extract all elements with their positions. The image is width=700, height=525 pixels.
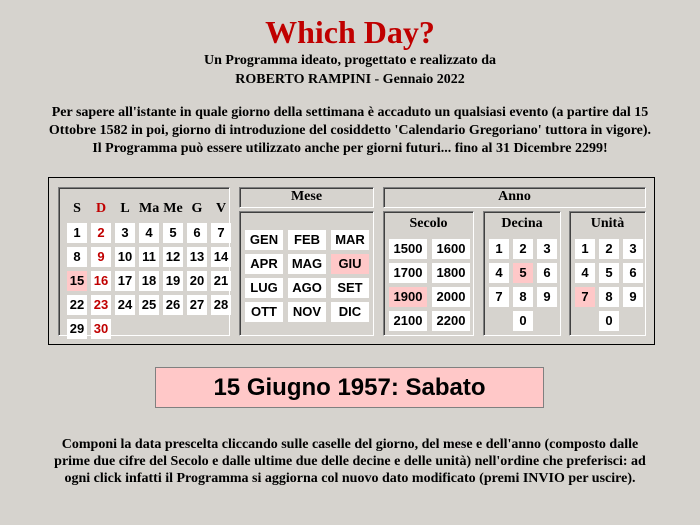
century-cell[interactable]: 1800 xyxy=(432,263,470,283)
day-cell[interactable]: 3 xyxy=(115,223,135,243)
day-cell[interactable]: 14 xyxy=(211,247,231,267)
day-cell[interactable]: 8 xyxy=(67,247,87,267)
unit-cell[interactable]: 5 xyxy=(599,263,619,283)
day-cell[interactable]: 13 xyxy=(187,247,207,267)
app-title: Which Day? xyxy=(265,14,435,50)
day-cell[interactable]: 15 xyxy=(67,271,87,291)
day-cell[interactable]: 23 xyxy=(91,295,111,315)
day-cell[interactable]: 2 xyxy=(91,223,111,243)
result-display: 15 Giugno 1957: Sabato xyxy=(155,367,544,408)
day-cell[interactable]: 30 xyxy=(91,319,111,339)
century-label: Secolo xyxy=(409,216,448,231)
day-cell[interactable]: 21 xyxy=(211,271,231,291)
century-cell[interactable]: 2200 xyxy=(432,311,470,331)
day-cell[interactable]: 28 xyxy=(211,295,231,315)
day-cell[interactable]: 10 xyxy=(115,247,135,267)
century-cell[interactable]: 2100 xyxy=(389,311,427,331)
day-cell[interactable]: 7 xyxy=(211,223,231,243)
weekday-header: V xyxy=(215,201,227,216)
subtitle-credit: Un Programma ideato, progettato e realizzato da xyxy=(204,53,496,68)
month-cell[interactable]: OTT xyxy=(245,302,283,322)
unit-cell[interactable]: 8 xyxy=(599,287,619,307)
day-cell[interactable]: 17 xyxy=(115,271,135,291)
decade-cell[interactable]: 6 xyxy=(537,263,557,283)
unit-cell[interactable]: 7 xyxy=(575,287,595,307)
intro-line-3: Il Programma può essere utilizzato anche per giorni futuri... fino al 31 Dicembre 2299! xyxy=(92,141,608,156)
decade-cell[interactable]: 4 xyxy=(489,263,509,283)
century-cell[interactable]: 2000 xyxy=(432,287,470,307)
unit-cell[interactable]: 2 xyxy=(599,239,619,259)
instructions-line-1: Componi la data prescelta cliccando sulle caselle del giorno, del mese e dell'anno (composto dalle xyxy=(61,437,639,452)
unit-cell[interactable]: 6 xyxy=(623,263,643,283)
intro-line-2: Ottobre 1582 in poi, giorno di introduzione del cosiddetto 'Calendario Gregoriano' tuttora in vigore). xyxy=(48,123,652,138)
decade-cell[interactable]: 8 xyxy=(513,287,533,307)
month-cell[interactable]: MAG xyxy=(288,254,326,274)
day-cell[interactable]: 25 xyxy=(139,295,159,315)
unit-cell[interactable]: 9 xyxy=(623,287,643,307)
month-cell[interactable]: APR xyxy=(245,254,283,274)
intro-line-1: Per sapere all'istante in quale giorno della settimana è accaduto un qualsiasi evento (a partire dal 15 xyxy=(51,105,649,120)
century-cell[interactable]: 1900 xyxy=(389,287,427,307)
unit-cell[interactable]: 1 xyxy=(575,239,595,259)
month-cell[interactable]: NOV xyxy=(288,302,326,322)
weekday-header: L xyxy=(120,201,130,216)
unit-cell[interactable]: 0 xyxy=(599,311,619,331)
year-header-label: Anno xyxy=(498,189,531,204)
month-header-label: Mese xyxy=(290,189,323,204)
year-header xyxy=(383,187,646,208)
decade-cell[interactable]: 9 xyxy=(537,287,557,307)
day-cell[interactable]: 27 xyxy=(187,295,207,315)
century-cell[interactable]: 1500 xyxy=(389,239,427,259)
day-cell[interactable]: 11 xyxy=(139,247,159,267)
date-picker-frame xyxy=(48,177,655,345)
month-header xyxy=(239,187,374,208)
subtitle-author: ROBERTO RAMPINI - Gennaio 2022 xyxy=(235,72,465,87)
unit-cell[interactable]: 4 xyxy=(575,263,595,283)
day-cell[interactable]: 12 xyxy=(163,247,183,267)
unit-cell[interactable]: 3 xyxy=(623,239,643,259)
month-cell[interactable]: FEB xyxy=(288,230,326,250)
day-cell[interactable]: 22 xyxy=(67,295,87,315)
weekday-header: Me xyxy=(163,201,183,216)
unit-label: Unità xyxy=(590,216,625,231)
decade-cell[interactable]: 2 xyxy=(513,239,533,259)
intro-text xyxy=(30,104,670,158)
century-panel xyxy=(383,211,474,336)
day-cell[interactable]: 19 xyxy=(163,271,183,291)
days-panel xyxy=(58,187,230,336)
day-cell[interactable]: 16 xyxy=(91,271,111,291)
day-cell[interactable]: 24 xyxy=(115,295,135,315)
weekday-header: D xyxy=(95,201,107,216)
century-cell[interactable]: 1600 xyxy=(432,239,470,259)
decade-cell[interactable]: 5 xyxy=(513,263,533,283)
month-cell[interactable]: AGO xyxy=(288,278,326,298)
unit-panel xyxy=(569,211,646,336)
weekday-header: G xyxy=(191,201,203,216)
instructions-line-3: ogni click infatti il Programma si aggiorna col nuovo dato modificato (premi INVIO per uscire). xyxy=(64,471,636,486)
weekday-header: S xyxy=(73,201,81,216)
weekday-header: Ma xyxy=(139,201,160,216)
decade-cell[interactable]: 1 xyxy=(489,239,509,259)
day-cell[interactable]: 4 xyxy=(139,223,159,243)
decade-cell[interactable]: 0 xyxy=(513,311,533,331)
month-cell[interactable]: LUG xyxy=(245,278,283,298)
day-cell[interactable]: 29 xyxy=(67,319,87,339)
decade-cell[interactable]: 3 xyxy=(537,239,557,259)
decade-cell[interactable]: 7 xyxy=(489,287,509,307)
day-cell[interactable]: 6 xyxy=(187,223,207,243)
day-cell[interactable]: 1 xyxy=(67,223,87,243)
month-cell[interactable]: SET xyxy=(331,278,369,298)
decade-label: Decina xyxy=(501,216,543,231)
month-cell[interactable]: MAR xyxy=(331,230,369,250)
month-panel xyxy=(239,211,374,336)
instructions-line-2: prime due cifre del Secolo e dalle ultime due delle decine e delle unità) nell'ordine che preferisci: ad xyxy=(54,454,646,469)
month-cell[interactable]: GEN xyxy=(245,230,283,250)
day-cell[interactable]: 9 xyxy=(91,247,111,267)
day-cell[interactable]: 18 xyxy=(139,271,159,291)
century-cell[interactable]: 1700 xyxy=(389,263,427,283)
day-cell[interactable]: 26 xyxy=(163,295,183,315)
month-cell[interactable]: GIU xyxy=(331,254,369,274)
instructions-text xyxy=(30,436,670,487)
decade-panel xyxy=(483,211,561,336)
month-cell[interactable]: DIC xyxy=(331,302,369,322)
day-cell[interactable]: 5 xyxy=(163,223,183,243)
day-cell[interactable]: 20 xyxy=(187,271,207,291)
